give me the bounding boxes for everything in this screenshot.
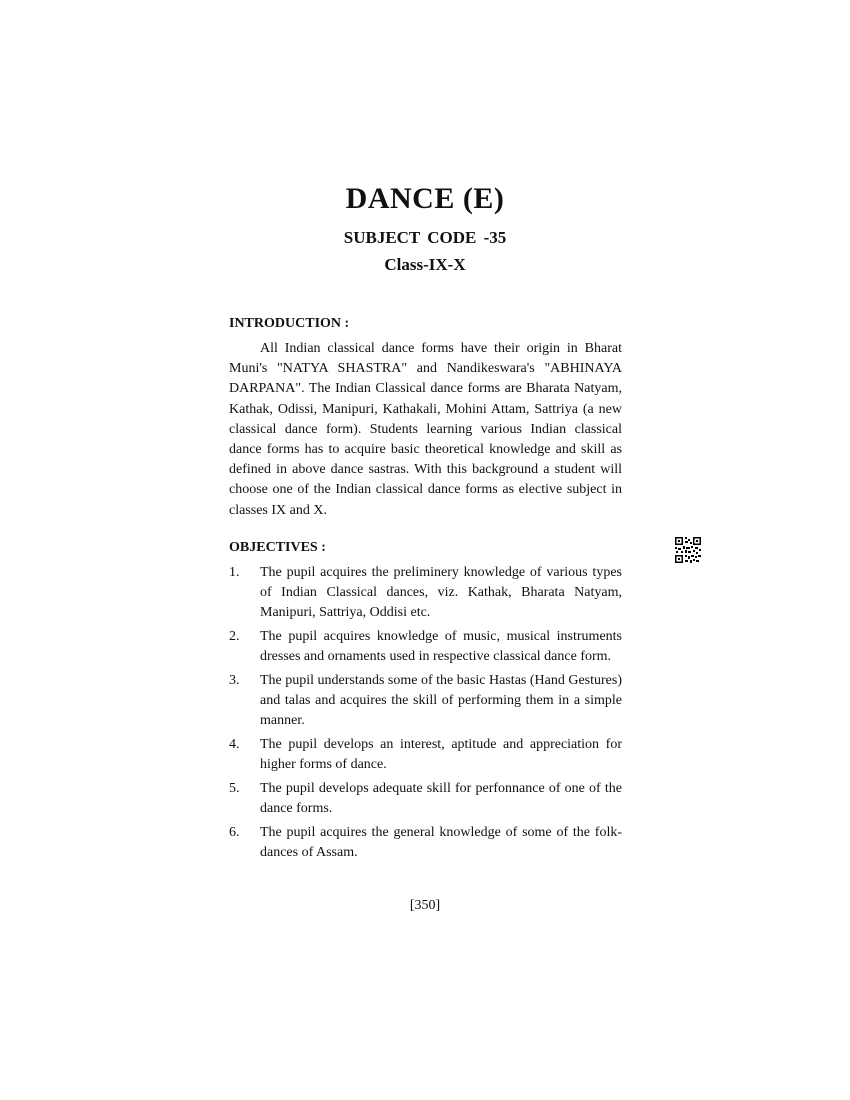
objective-number: 1. bbox=[229, 565, 240, 580]
class-label: Class-IX-X bbox=[384, 255, 466, 274]
objective-item bbox=[229, 823, 622, 863]
page-number: [350] bbox=[409, 898, 441, 913]
objective-item bbox=[229, 779, 622, 819]
page-title: DANCE (E) bbox=[345, 182, 505, 215]
introduction-paragraph: All Indian classical dance forms have their origin in Bharat Muni's "NATYA SHASTRA" and Nandikeswara's "ABHINAYA DARPANA". The Indian Classical dance forms are Bharata Natyam, Kathak, Odissi, Manipuri, Kathakali, Mohini Attam, Sattriya (a new classical dance form). Students learning various Indian classical dance forms has to acquire basic theoretical knowledge and skill as defined in above dance sastras. With this background a student will choose one of the Indian classical dance forms as elective subject in classes IX and X. bbox=[229, 341, 622, 518]
objective-number: 6. bbox=[229, 825, 240, 840]
objectives-heading: OBJECTIVES : bbox=[229, 540, 326, 555]
objective-text: The pupil develops an interest, aptitude and appreciation for higher forms of dance. bbox=[260, 737, 622, 772]
objective-text: The pupil acquires the preliminery knowledge of various types of Indian Classical dances, viz. Kathak, Bharata Natyam, Manipuri, Sattriya, Oddisi etc. bbox=[260, 565, 622, 620]
objective-text: The pupil acquires the general knowledge of some of the folk-dances of Assam. bbox=[260, 825, 622, 860]
introduction-heading: INTRODUCTION : bbox=[229, 316, 350, 331]
objective-text: The pupil develops adequate skill for perfonnance of one of the dance forms. bbox=[260, 781, 622, 816]
objective-number: 5. bbox=[229, 781, 240, 796]
objective-item bbox=[229, 671, 622, 731]
objective-number: 2. bbox=[229, 629, 240, 644]
objective-item bbox=[229, 735, 622, 775]
subject-code: SUBJECT CODE -35 bbox=[343, 228, 507, 247]
qr-code-icon[interactable] bbox=[675, 537, 701, 563]
objective-text: The pupil understands some of the basic Hastas (Hand Gestures) and talas and acquires the skill of performing them in a simple manner. bbox=[260, 673, 622, 728]
objective-text: The pupil acquires knowledge of music, musical instruments dresses and ornaments used in respective classical dance form. bbox=[260, 629, 622, 664]
objectives-list bbox=[229, 563, 622, 867]
objective-number: 4. bbox=[229, 737, 240, 752]
objective-number: 3. bbox=[229, 673, 240, 688]
objective-item bbox=[229, 563, 622, 623]
objective-item bbox=[229, 627, 622, 667]
